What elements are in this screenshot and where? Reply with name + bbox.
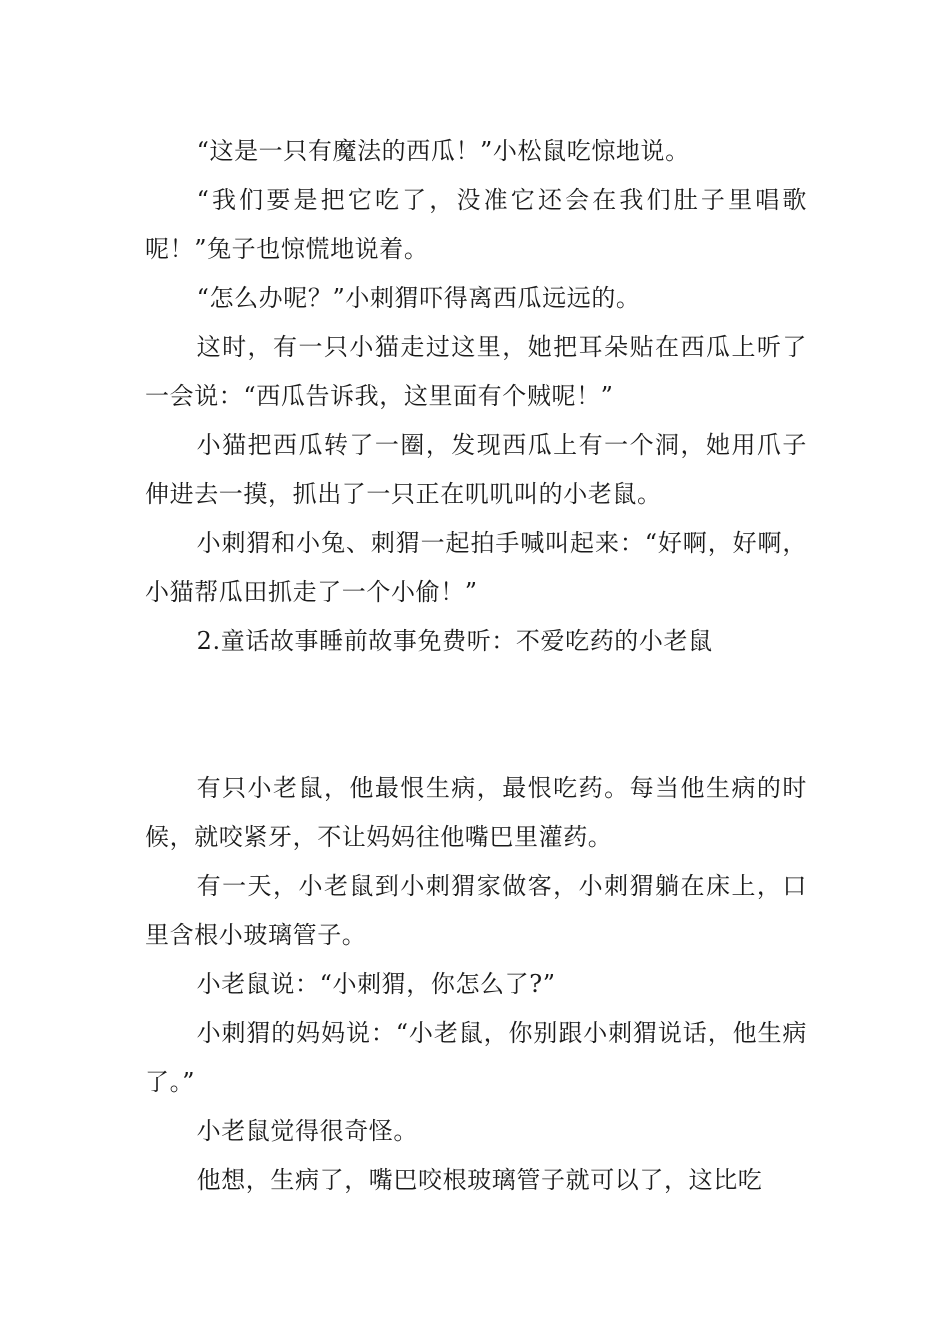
paragraph: 小刺猬的妈妈说：“小老鼠，你别跟小刺猬说话，他生病了。”: [145, 1019, 807, 1096]
paragraph: 小老鼠觉得很奇怪。: [196, 1117, 418, 1145]
paragraph: 小刺猬和小兔、刺猬一起拍手喊叫起来：“好啊，好啊，小猫帮瓜田抓走了一个小偷！”: [145, 529, 807, 606]
paragraph: 小猫把西瓜转了一圈，发现西瓜上有一个洞，她用爪子伸进去一摸，抓出了一只正在叽叽叫的小老鼠。: [145, 431, 807, 508]
section-spacer: [145, 666, 807, 764]
paragraph: 有一天，小老鼠到小刺猬家做客，小刺猬躺在床上，口里含根小玻璃管子。: [145, 872, 807, 949]
paragraph: 他想，生病了，嘴巴咬根玻璃管子就可以了，这比吃: [196, 1166, 763, 1194]
paragraph: 有只小老鼠，他最恨生病，最恨吃药。每当他生病的时候，就咬紧牙，不让妈妈往他嘴巴里灌药。: [145, 774, 807, 851]
paragraph: “这是一只有魔法的西瓜！”小松鼠吃惊地说。: [196, 137, 690, 165]
paragraph: “怎么办呢？”小刺猬吓得离西瓜远远的。: [196, 284, 641, 312]
story-text-column: [145, 127, 807, 1205]
paragraph: “我们要是把它吃了，没准它还会在我们肚子里唱歌呢！”兔子也惊慌地说着。: [145, 186, 807, 263]
paragraph: 这时，有一只小猫走过这里，她把耳朵贴在西瓜上听了一会说：“西瓜告诉我，这里面有个贼呢！”: [145, 333, 807, 410]
section-heading: 2.童话故事睡前故事免费听：不爱吃药的小老鼠: [196, 627, 713, 655]
paragraph: 小老鼠说：“小刺猬，你怎么了?”: [196, 970, 556, 998]
